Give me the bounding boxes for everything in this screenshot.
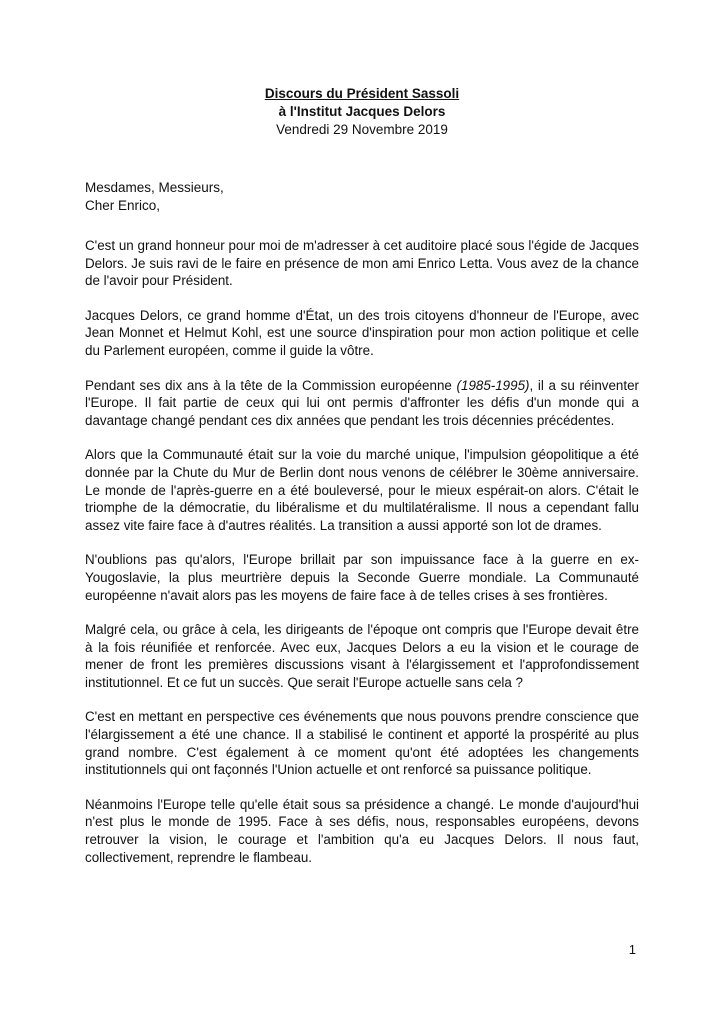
paragraph-run: , il a su réinventer l'Europe. Il fait partie de ceux qui lui ont permis d'affronter les défis d'un monde qui a davantage changé pendant ces dix années que pendant les trois décennies précédentes.	[85, 377, 640, 428]
paragraph	[85, 551, 639, 604]
paragraph-run: Jacques Delors, ce grand homme d'État, un des trois citoyens d'honneur de l'Europe, avec Jean Monnet et Helmut Kohl, est une source d'inspiration pour mon action politique et celle du Parlement européen, comme il guide la vôtre.	[85, 307, 639, 358]
paragraph-run: N'oublions pas qu'alors, l'Europe brillait par son impuissance face à la guerre en ex-Yougoslavie, la plus meurtrière depuis la Seconde Guerre mondiale. La Communauté européenne n'avait alors pas les moyens de faire face à de telles crises à ses frontières.	[85, 552, 639, 603]
paragraphs-container	[85, 237, 639, 866]
document-date: Vendredi 29 Novembre 2019	[276, 122, 448, 137]
paragraph-run: Néanmoins l'Europe telle qu'elle était sous sa présidence a changé. Le monde d'aujourd'hui n'est plus le monde de 1995. Face à ses défis, nous, responsables européens, devons retrouver la vision, le courage et l'ambition qu'a eu Jacques Delors. Il nous faut, collectivement, reprendre le flambeau.	[85, 796, 639, 865]
paragraph-run: (1985-1995)	[456, 377, 530, 393]
document-title: Discours du Président Sassoli	[264, 86, 460, 101]
paragraph	[85, 237, 639, 290]
salutation-line-1: Mesdames, Messieurs,	[85, 180, 224, 195]
paragraph	[85, 796, 639, 866]
paragraph-run: C'est un grand honneur pour moi de m'adresser à cet auditoire placé sous l'égide de Jacques Delors. Je suis ravi de le faire en présence de mon ami Enrico Letta. Vous avez de la chance de l'avoir pour Président.	[85, 238, 639, 289]
paragraph-run: C'est en mettant en perspective ces événements que nous pouvons prendre conscience que l'élargissement a été une chance. Il a stabilisé le continent et apporté la prospérité au plus grand nombre. C'est également à ce moment qu'ont été adoptées les changements institutionnels qui ont façonnés l'Union actuelle et ont renforcé sa puissance politique.	[85, 709, 639, 778]
paragraph-run: Pendant ses dix ans à la tête de la Commission européenne	[85, 377, 457, 393]
paragraph	[85, 307, 639, 360]
salutation-line-2: Cher Enrico,	[85, 198, 161, 213]
paragraph	[85, 621, 639, 691]
paragraph	[85, 377, 639, 430]
document-header	[85, 85, 639, 139]
paragraph-run: Alors que la Communauté était sur la voie du marché unique, l'impulsion géopolitique a été donnée par la Chute du Mur de Berlin dont nous venons de célébrer le 30ème anniversaire. Le monde de l'après-guerre en a été bouleversé, pour le mieux espérait-on alors. C'était le triomphe de la démocratie, du libéralisme et du multilatéralisme. Il nous a cependant fallu assez vite faire face à d'autres réalités. La transition a aussi apporté son lot de drames.	[85, 447, 639, 533]
paragraph	[85, 708, 639, 778]
paragraph-run: Malgré cela, ou grâce à cela, les dirigeants de l'époque ont compris que l'Europe devait être à la fois réunifiée et renforcée. Avec eux, Jacques Delors a eu la vision et le courage de mener de front les premières discussions visant à l'élargissement et l'approfondissement institutionnel. Et ce fut un succès. Que serait l'Europe actuelle sans cela ?	[85, 622, 639, 690]
page-number: 1	[628, 942, 636, 957]
salutation	[85, 179, 639, 215]
document-subtitle: à l'Institut Jacques Delors	[278, 104, 446, 119]
paragraph	[85, 446, 639, 534]
